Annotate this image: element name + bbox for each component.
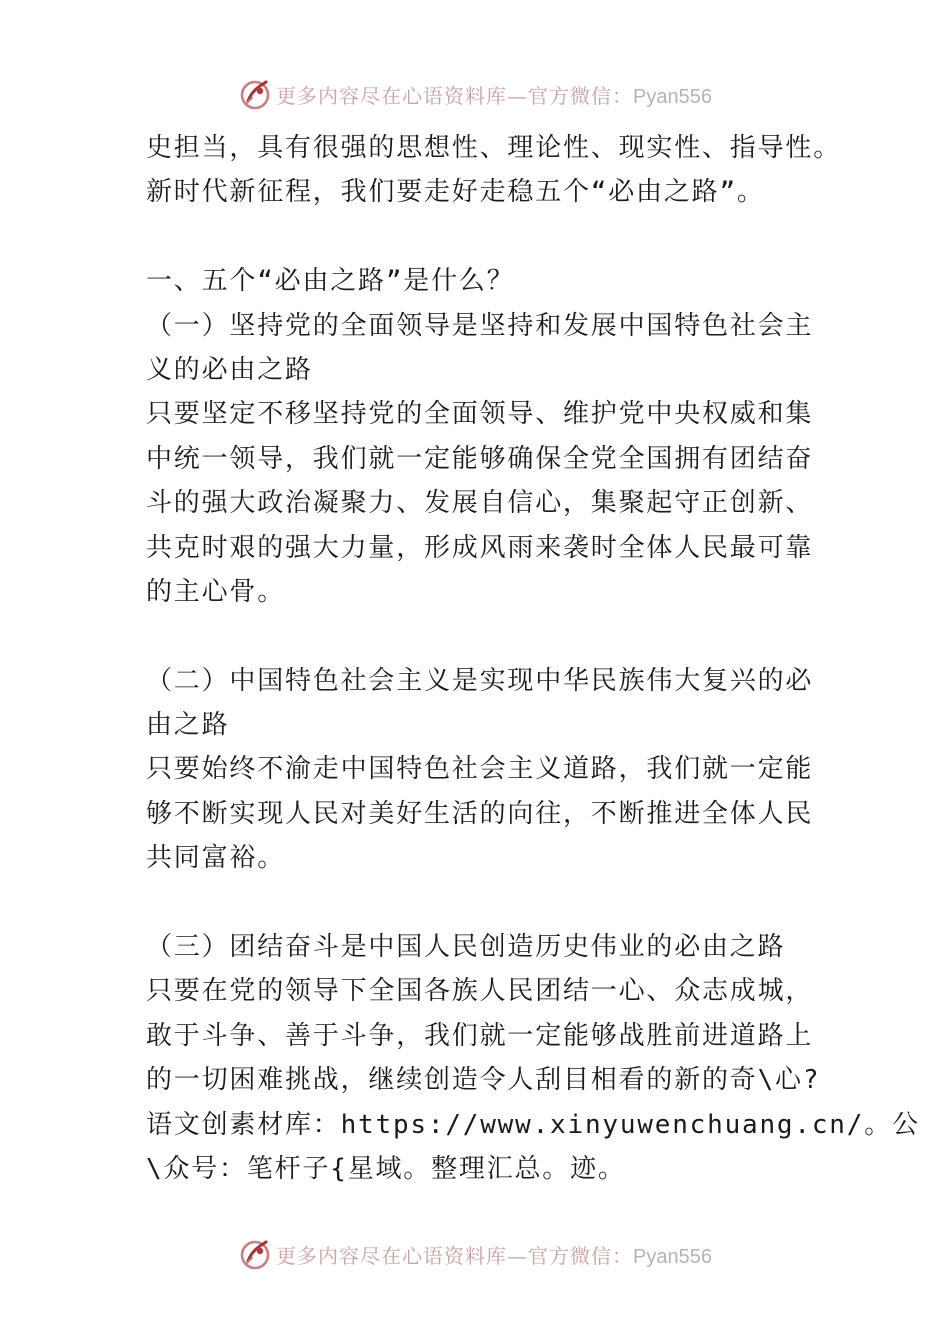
text-line: 新时代新征程，我们要走好走稳五个“必由之路”。 <box>146 177 765 208</box>
text-line: \众号：笔杆子{星域。整理汇总。迹。 <box>146 1153 626 1184</box>
text-line: 斗的强大政治凝聚力、发展自信心，集聚起守正创新、 <box>146 488 814 519</box>
blank-line <box>146 215 816 259</box>
text-line: 中统一领导，我们就一定能够确保全党全国拥有团结奋 <box>146 443 814 474</box>
text-line: 义的必由之路 <box>146 354 313 385</box>
text-line: 史担当，具有很强的思想性、理论性、现实性、指导性。 <box>146 133 842 163</box>
text-line: 共克时艰的强大力量，形成风雨来袭时全体人民最可靠 <box>146 532 814 563</box>
text-line: 只要坚定不移坚持党的全面领导、维护党中央权威和集 <box>146 399 814 430</box>
watermark-text: 更多内容尽在心语资料库—官方微信：Pyan556 <box>276 1243 712 1268</box>
text-line: 共同富裕。 <box>146 843 286 874</box>
text-line: 的主心骨。 <box>146 576 286 607</box>
watermark-text: 更多内容尽在心语资料库—官方微信：Pyan556 <box>276 83 712 108</box>
text-line: 由之路 <box>146 710 230 741</box>
text-line: 只要始终不渝走中国特色社会主义道路，我们就一定能 <box>146 754 814 785</box>
text-line: 只要在党的领导下全国各族人民团结一心、众志成城， <box>146 976 814 1007</box>
blank-line <box>146 614 816 658</box>
text-line: 一、五个“必由之路”是什么？ <box>146 266 515 297</box>
text-line: 的一切困难挑战，继续创造令人刮目相看的新的奇\心? <box>146 1065 821 1096</box>
text-line: 语文创素材库：https://www.xinyuwenchuang.cn/。公 <box>146 1109 920 1140</box>
text-line: （三）团结奋斗是中国人民创造历史伟业的必由之路 <box>146 932 786 963</box>
text-line: 敢于斗争、善于斗争，我们就一定能够战胜前进道路上 <box>146 1020 814 1051</box>
blank-line <box>146 881 816 925</box>
text-line: （一）坚持党的全面领导是坚持和发展中国特色社会主 <box>146 310 814 341</box>
document-body <box>146 126 920 1191</box>
watermark-header <box>0 76 950 112</box>
brand-logo-icon <box>238 1237 272 1271</box>
text-line: 够不断实现人民对美好生活的向往，不断推进全体人民 <box>146 798 814 829</box>
text-line: （二）中国特色社会主义是实现中华民族伟大复兴的必 <box>146 665 814 696</box>
watermark-footer <box>0 1236 950 1272</box>
brand-logo-icon <box>238 77 272 111</box>
